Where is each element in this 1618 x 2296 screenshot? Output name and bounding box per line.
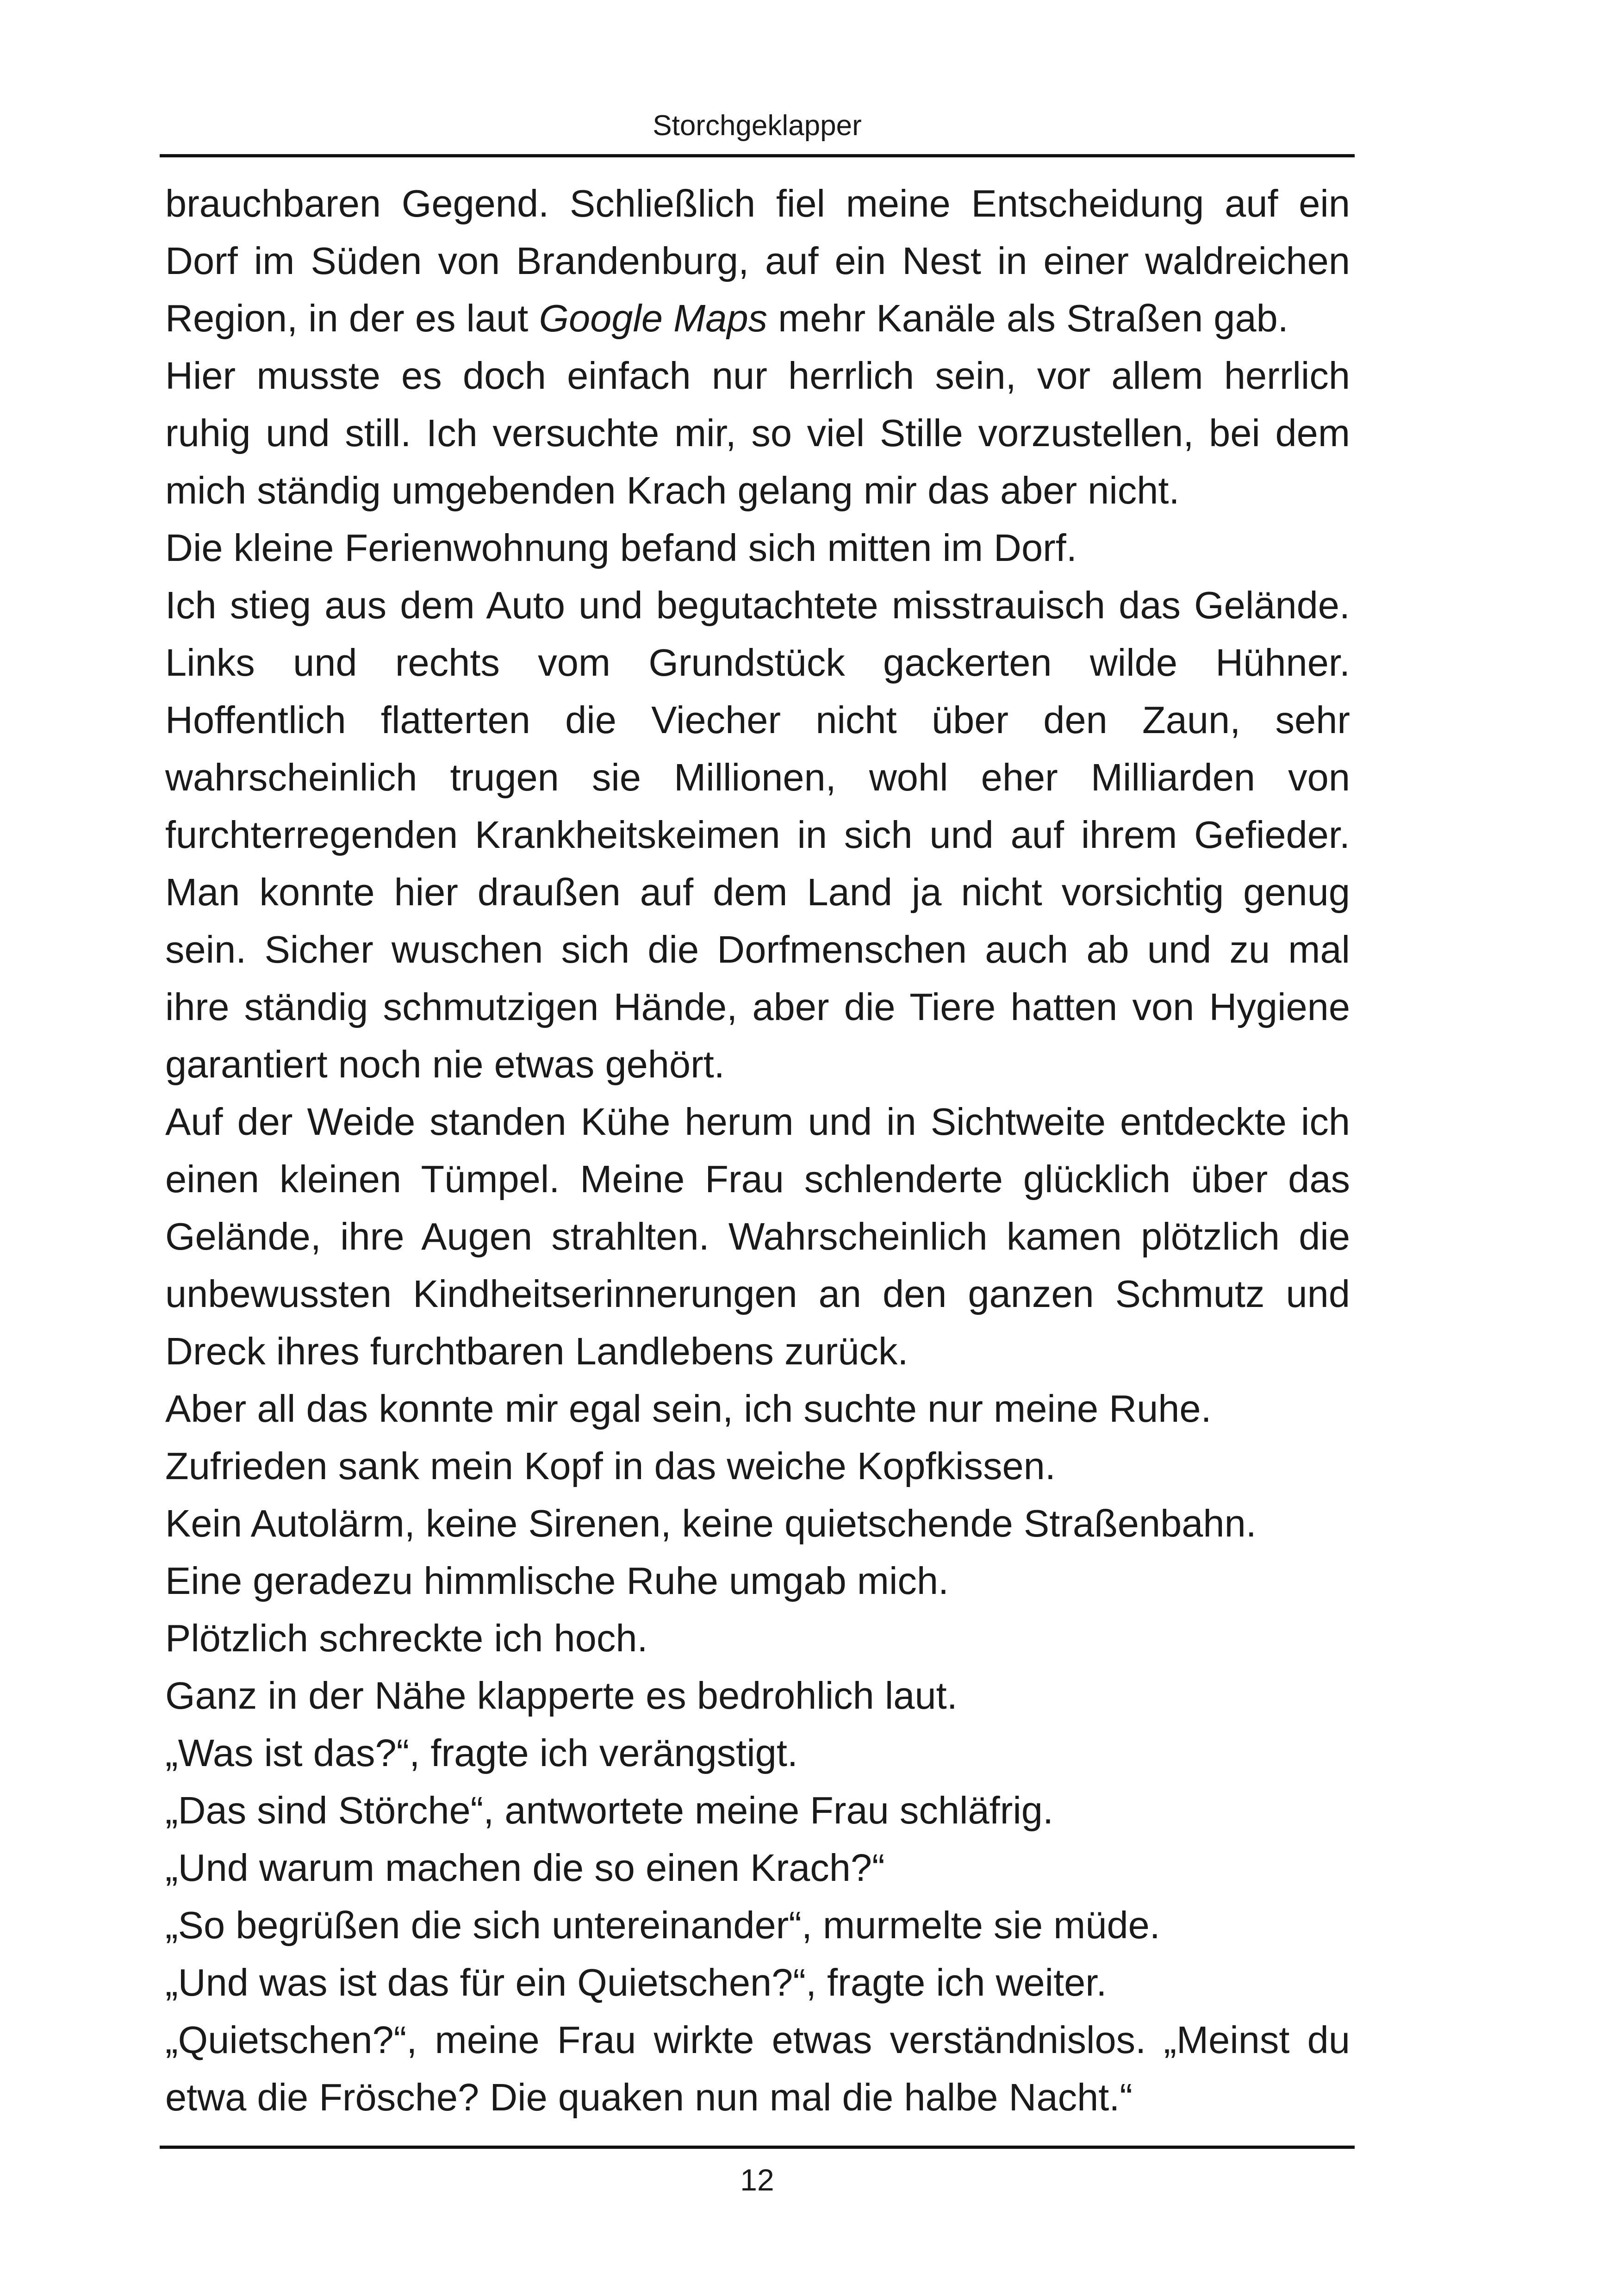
text-segment: „Was ist das?“, fragte ich verängstigt. <box>165 1731 798 1774</box>
text-segment: sein. Sicher wuschen sich die Dorfmenschen auch ab und zu mal <box>165 928 1350 971</box>
text-segment: ruhig und still. Ich versuchte mir, so viel Stille vorzustellen, bei dem <box>165 411 1350 454</box>
italic-segment: Google Maps <box>539 297 768 340</box>
text-segment: mich ständig umgebenden Krach gelang mir das aber nicht. <box>165 469 1180 512</box>
text-line <box>165 1954 1350 2011</box>
text-segment: Aber all das konnte mir egal sein, ich suchte nur meine Ruhe. <box>165 1387 1212 1430</box>
text-line <box>165 1667 1350 1724</box>
header-rule <box>160 154 1355 157</box>
text-segment: etwa die Frösche? Die quaken nun mal die halbe Nacht.“ <box>165 2076 1133 2119</box>
text-line <box>165 1093 1350 1151</box>
text-line <box>165 1897 1350 1954</box>
text-segment: Plötzlich schreckte ich hoch. <box>165 1617 648 1660</box>
text-segment: Region, in der es laut <box>165 297 539 340</box>
text-line <box>165 1036 1350 1093</box>
text-segment: Auf der Weide standen Kühe herum und in Sichtweite entdeckte ich <box>165 1100 1350 1143</box>
text-segment: Eine geradezu himmlische Ruhe umgab mich. <box>165 1559 949 1602</box>
text-segment: Zufrieden sank mein Kopf in das weiche Kopfkissen. <box>165 1444 1056 1487</box>
text-segment: Links und rechts vom Grundstück gackerten wilde Hühner. <box>165 641 1350 684</box>
text-segment: Man konnte hier draußen auf dem Land ja nicht vorsichtig genug <box>165 871 1350 914</box>
text-line <box>165 175 1350 232</box>
page-number: 12 <box>740 2163 774 2197</box>
text-segment: „Quietschen?“, meine Frau wirkte etwas verständnislos. „Meinst du <box>165 2018 1350 2061</box>
text-line <box>165 577 1350 634</box>
running-header: Storchgeklapper <box>653 110 862 142</box>
text-line <box>165 232 1350 290</box>
text-line <box>165 2069 1350 2126</box>
text-segment: unbewussten Kindheitserinnerungen an den ganzen Schmutz und <box>165 1272 1350 1315</box>
text-segment: „Das sind Störche“, antwortete meine Frau schläfrig. <box>165 1789 1054 1832</box>
text-line <box>165 1323 1350 1380</box>
text-segment: Dorf im Süden von Brandenburg, auf ein Nest in einer waldreichen <box>165 239 1350 282</box>
text-line <box>165 462 1350 519</box>
text-line <box>165 1380 1350 1437</box>
text-segment: „Und was ist das für ein Quietschen?“, fragte ich weiter. <box>165 1961 1107 2004</box>
text-line <box>165 921 1350 978</box>
text-line <box>165 519 1350 577</box>
text-line <box>165 978 1350 1036</box>
text-line <box>165 634 1350 691</box>
text-line <box>165 1208 1350 1265</box>
text-segment: brauchbaren Gegend. Schließlich fiel meine Entscheidung auf ein <box>165 182 1350 225</box>
text-line <box>165 2011 1350 2069</box>
text-line <box>165 347 1350 404</box>
text-segment: Gelände, ihre Augen strahlten. Wahrscheinlich kamen plötzlich die <box>165 1215 1350 1258</box>
text-segment: mehr Kanäle als Straßen gab. <box>767 297 1288 340</box>
text-line <box>165 1265 1350 1323</box>
text-line <box>165 1782 1350 1839</box>
text-segment: Ich stieg aus dem Auto und begutachtete misstrauisch das Gelände. <box>165 584 1350 627</box>
text-line <box>165 290 1350 347</box>
text-line <box>165 1151 1350 1208</box>
text-line <box>165 1724 1350 1782</box>
text-segment: Hoffentlich flatterten die Viecher nicht über den Zaun, sehr <box>165 698 1350 741</box>
text-line <box>165 864 1350 921</box>
text-segment: Ganz in der Nähe klapperte es bedrohlich laut. <box>165 1674 958 1717</box>
footer-rule <box>160 2146 1355 2149</box>
text-segment: Kein Autolärm, keine Sirenen, keine quietschende Straßenbahn. <box>165 1502 1257 1545</box>
text-line <box>165 691 1350 749</box>
text-segment: „So begrüßen die sich untereinander“, murmelte sie müde. <box>165 1904 1160 1947</box>
text-segment: einen kleinen Tümpel. Meine Frau schlenderte glücklich über das <box>165 1157 1350 1201</box>
text-segment: furchterregenden Krankheitskeimen in sich und auf ihrem Gefieder. <box>165 813 1350 856</box>
text-line <box>165 404 1350 462</box>
text-line <box>165 1495 1350 1552</box>
text-segment: garantiert noch nie etwas gehört. <box>165 1043 725 1086</box>
text-line <box>165 1839 1350 1897</box>
text-line <box>165 1437 1350 1495</box>
text-line <box>165 1552 1350 1610</box>
text-segment: Dreck ihres furchtbaren Landlebens zurück. <box>165 1330 909 1373</box>
text-line <box>165 749 1350 806</box>
text-segment: Die kleine Ferienwohnung befand sich mitten im Dorf. <box>165 526 1077 569</box>
text-segment: „Und warum machen die so einen Krach?“ <box>165 1846 885 1889</box>
text-segment: Hier musste es doch einfach nur herrlich sein, vor allem herrlich <box>165 354 1350 397</box>
text-segment: ihre ständig schmutzigen Hände, aber die Tiere hatten von Hygiene <box>165 985 1350 1028</box>
text-line <box>165 1610 1350 1667</box>
text-line <box>165 806 1350 864</box>
body-text <box>165 175 1350 2126</box>
text-segment: wahrscheinlich trugen sie Millionen, wohl eher Milliarden von <box>165 756 1350 799</box>
